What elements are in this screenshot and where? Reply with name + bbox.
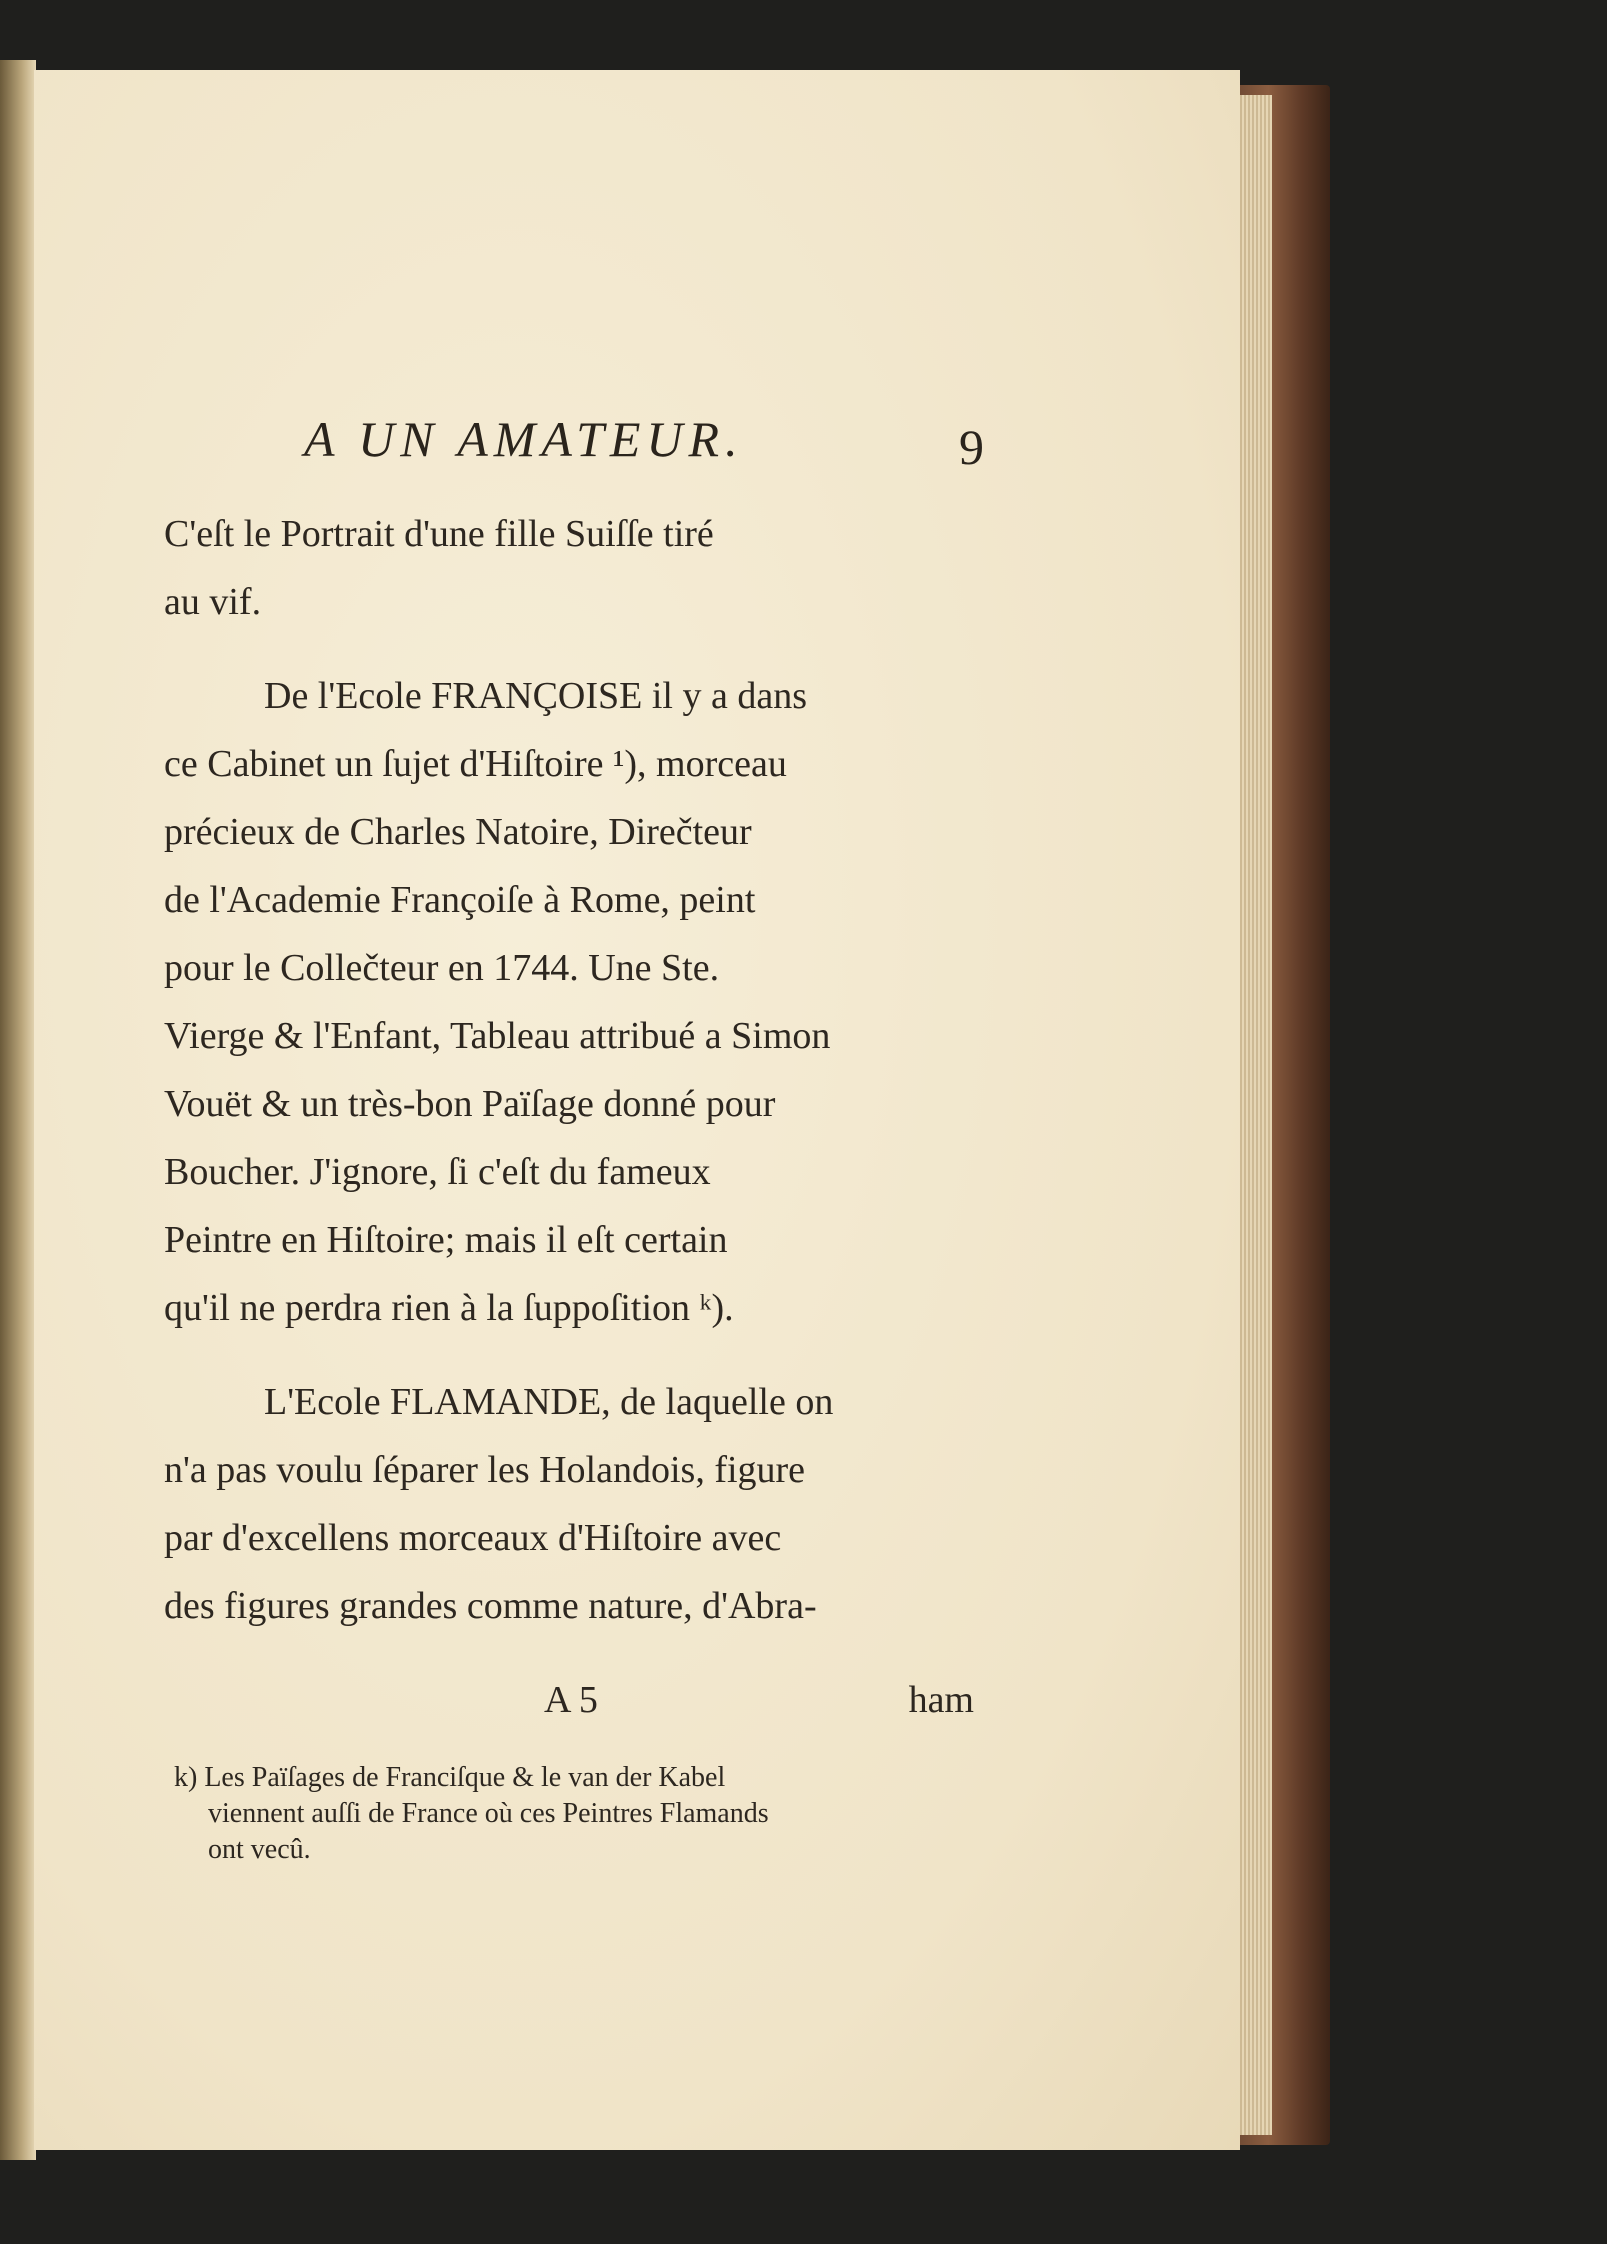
text-line: pour le Collečteur en 1744. Une Ste. [164,947,720,989]
footnote-line: k) Les Païſages de Franciſque & le van der Kabel [174,1762,726,1793]
previous-page-edge [0,60,36,2160]
text-line: par d'excellens morceaux d'Hiſtoire avec [164,1517,782,1559]
book-page [34,70,1240,2150]
text-line: De l'Ecole FRANÇOISE il y a dans [264,675,808,717]
running-title: A UN AMATEUR. [304,411,744,467]
text-line: L'Ecole FLAMANDE, de laquelle on [264,1381,834,1423]
footnote-line: viennent auſſi de France où ces Peintres Flamands [208,1798,769,1829]
text-line: Peintre en Hiſtoire; mais il eſt certain [164,1219,728,1261]
catchword: ham [908,1679,974,1721]
body-text [164,500,974,1640]
footnote-line: ont vecû. [208,1834,311,1865]
text-line: de l'Academie Françoiſe à Rome, peint [164,879,756,921]
text-line: n'a pas voulu ſéparer les Holandois, figure [164,1449,806,1491]
signature-mark: A 5 [544,1679,598,1721]
text-line: Boucher. J'ignore, ſi c'eſt du fameux [164,1151,711,1193]
text-line: Vouët & un très-bon Païſage donné pour [164,1083,776,1125]
footnote [174,1760,974,1868]
text-line: C'eſt le Portrait d'une fille Suiſſe tiré [164,513,714,555]
page-number: 9 [959,419,984,475]
text-line: ce Cabinet un ſujet d'Hiſtoire ¹), morceau [164,743,787,785]
text-line: qu'il ne perdra rien à la ſuppoſition ᵏ). [164,1287,734,1329]
text-line: au vif. [164,581,262,623]
text-line: Vierge & l'Enfant, Tableau attribué a Simon [164,1015,831,1057]
text-line: précieux de Charles Natoire, Direčteur [164,811,752,853]
running-header [304,410,984,480]
text-line: des figures grandes comme nature, d'Abra- [164,1585,817,1627]
